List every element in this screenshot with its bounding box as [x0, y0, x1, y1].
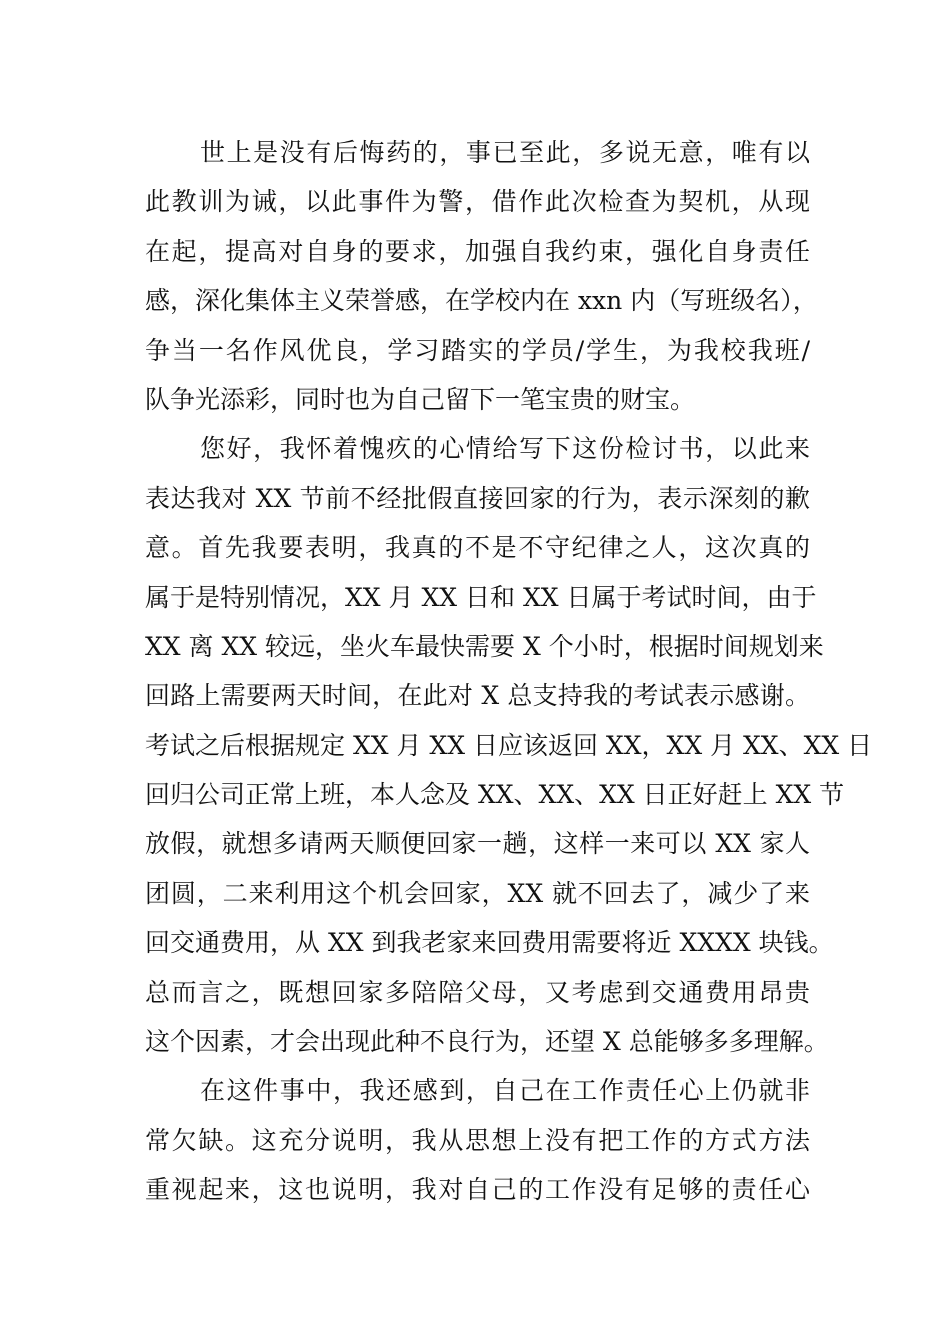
- paragraph-2-line-3: 意。首先我要表明，我真的不是不守纪律之人，这次真的: [145, 533, 810, 563]
- paragraph-2-line-12: 总而言之，既想回家多陪陪父母，又考虑到交通费用昂贵: [145, 977, 810, 1007]
- paragraph-2-line-4: 属于是特别情况，XX 月 XX 日和 XX 日属于考试时间，由于: [145, 582, 817, 612]
- paragraph-1-line-1: 世上是没有后悔药的，事已至此，多说无意，唯有以: [200, 138, 810, 167]
- paragraph-2-line-13: 这个因素，才会出现此种不良行为，还望 X 总能够多多理解。: [145, 1027, 829, 1057]
- paragraph-3-line-3: 重视起来，这也说明，我对自己的工作没有足够的责任心: [145, 1175, 810, 1205]
- document-body: [145, 128, 873, 1215]
- paragraph-2-line-10: 团圆，二来利用这个机会回家，XX 就不回去了，减少了来: [145, 878, 810, 908]
- paragraph-3-line-2: 常欠缺。这充分说明，我从思想上没有把工作的方式方法: [145, 1125, 810, 1155]
- paragraph-1-line-5: 争当一名作风优良，学习踏实的学员/学生，为我校我班/: [145, 335, 810, 365]
- paragraph-2-line-2: 表达我对 XX 节前不经批假直接回家的行为，表示深刻的歉: [145, 483, 810, 513]
- paragraph-2-line-5: XX 离 XX 较远，坐火车最快需要 X 个小时，根据时间规划来: [145, 631, 824, 661]
- paragraph-2-line-8: 回归公司正常上班，本人念及 XX、XX、XX 日正好赶上 XX 节: [145, 780, 845, 810]
- paragraph-2-line-1: 您好，我怀着愧疚的心情给写下这份检讨书，以此来: [200, 434, 810, 464]
- paragraph-1-line-4: 感，深化集体主义荣誉感，在学校内在 xxn 内（写班级名），: [145, 286, 818, 316]
- paragraph-2-line-9: 放假，就想多请两天顺便回家一趟，这样一来可以 XX 家人: [145, 829, 810, 859]
- paragraph-1-line-2: 此教训为诫，以此事件为警，借作此次检查为契机，从现: [145, 187, 810, 217]
- paragraph-2-line-7: 考试之后根据规定 XX 月 XX 日应该返回 XX，XX 月 XX、XX 日: [145, 730, 873, 760]
- paragraph-1-line-6: 队争光添彩，同时也为自己留下一笔宝贵的财宝。: [145, 384, 696, 414]
- paragraph-2-line-6: 回路上需要两天时间，在此对 X 总支持我的考试表示感谢。: [145, 681, 810, 711]
- paragraph-1-line-3: 在起，提高对自身的要求，加强自我约束，强化自身责任: [145, 236, 810, 266]
- paragraph-2-line-11: 回交通费用，从 XX 到我老家来回费用需要将近 XXXX 块钱。: [145, 928, 834, 958]
- paragraph-3-line-1: 在这件事中，我还感到，自己在工作责任心上仍就非: [200, 1076, 810, 1106]
